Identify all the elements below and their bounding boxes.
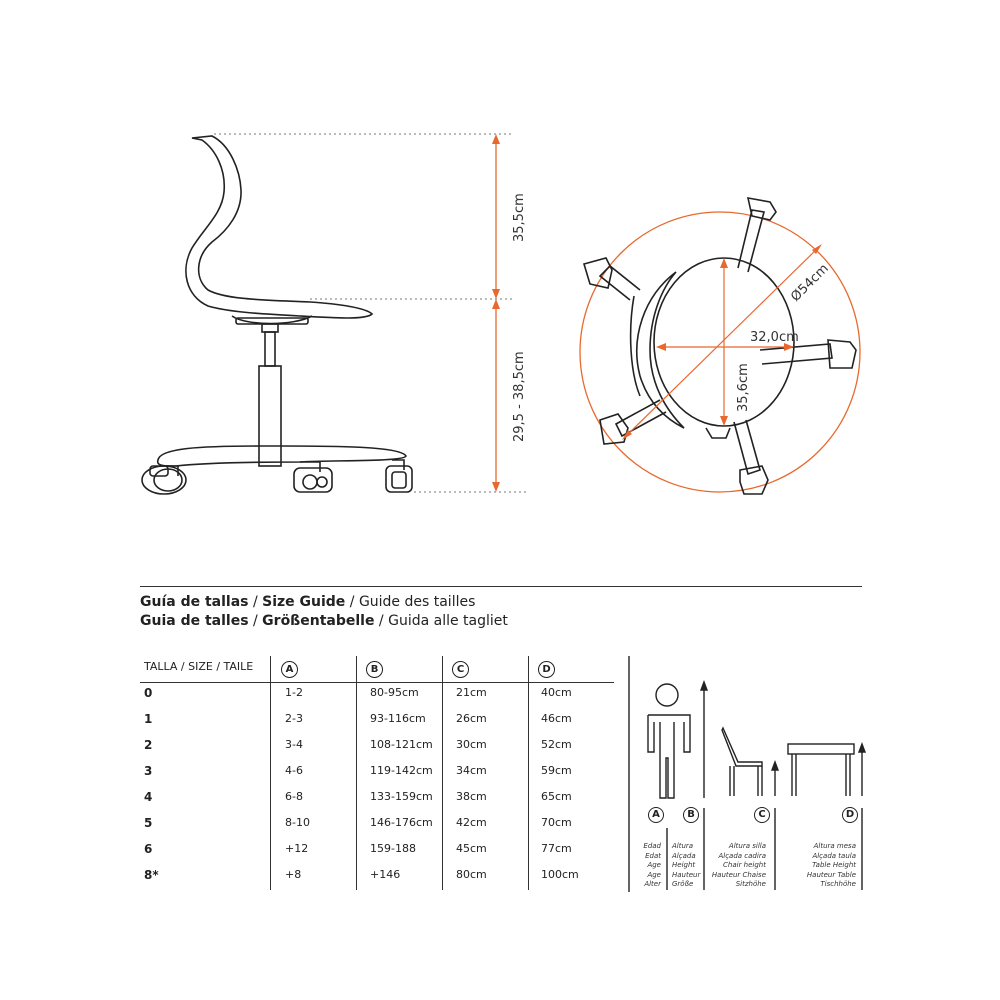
size-cell: 6 <box>144 842 153 856</box>
table-header-rule <box>140 682 614 683</box>
person-icon <box>648 682 707 798</box>
age-cell: 2-3 <box>285 712 303 725</box>
legend-label: Altura mesa <box>813 842 856 850</box>
legend-label: Age <box>647 861 661 869</box>
seat-width-label: 32,0cm <box>750 330 799 345</box>
size-cell: 4 <box>144 790 153 804</box>
age-cell: +12 <box>285 842 309 855</box>
chair-side-view <box>142 136 412 494</box>
legend-label: Alter <box>644 880 661 888</box>
age-cell: +8 <box>285 868 302 881</box>
legend-label: Chair height <box>723 861 766 869</box>
title-segment: / <box>345 594 359 610</box>
seat-height-label: 29,5 - 38,5cm <box>512 351 527 442</box>
age-cell: 4-6 <box>285 764 303 777</box>
legend-label: Age <box>647 870 661 879</box>
size-cell: 3 <box>144 764 153 778</box>
legend-label: Hauteur <box>672 870 701 879</box>
legend-b-labels <box>672 842 700 890</box>
column-divider <box>528 656 529 890</box>
column-divider <box>270 656 271 890</box>
age-cell: 8-10 <box>285 816 310 829</box>
height-cell: 146-176cm <box>370 816 433 829</box>
title-segment: / <box>248 613 263 629</box>
legend-label: Hauteur Table <box>806 870 856 879</box>
title-segment: Guide des tailles <box>358 594 476 610</box>
size-guide-title-line-1 <box>140 594 475 610</box>
chair-height-cell: 30cm <box>456 738 487 751</box>
table-height-cell: 77cm <box>541 842 572 855</box>
base-diameter-circle <box>580 212 860 492</box>
legend-c-labels <box>706 842 766 890</box>
chair-height-cell: 45cm <box>456 842 487 855</box>
size-column-header: TALLA / SIZE / TAILE <box>144 660 254 673</box>
height-cell: 159-188 <box>370 842 416 855</box>
table-height-cell: 70cm <box>541 816 572 829</box>
dimension-arrows <box>492 134 500 492</box>
legend-label: Tischhöhe <box>820 880 856 888</box>
legend-letter-b: B <box>683 807 699 823</box>
height-cell: 80-95cm <box>370 686 419 699</box>
backrest-height-label: 35,5cm <box>512 193 527 242</box>
chair-height-cell: 21cm <box>456 686 487 699</box>
section-divider <box>140 586 862 587</box>
legend-label: Height <box>672 861 696 869</box>
size-cell: 1 <box>144 712 153 726</box>
chair-height-cell: 80cm <box>456 868 487 881</box>
small-chair-icon <box>722 728 778 796</box>
title-segment: / <box>374 613 389 629</box>
age-cell: 6-8 <box>285 790 303 803</box>
table-height-cell: 46cm <box>541 712 572 725</box>
chair-height-cell: 34cm <box>456 764 487 777</box>
legend-label: Altura <box>672 842 694 850</box>
legend-label: Alçada taula <box>812 851 856 860</box>
chair-top-view <box>580 198 860 494</box>
legend-label: Edat <box>645 851 661 860</box>
legend-label: Alçada <box>672 851 696 860</box>
legend-label: Hauteur Chaise <box>711 870 766 879</box>
title-segment: / <box>248 594 263 610</box>
legend-letter-d: D <box>842 807 858 823</box>
table-height-cell: 65cm <box>541 790 572 803</box>
column-c-header: C <box>452 661 469 678</box>
age-cell: 1-2 <box>285 686 303 699</box>
small-table-icon <box>788 744 865 796</box>
height-cell: 93-116cm <box>370 712 426 725</box>
age-cell: 3-4 <box>285 738 303 751</box>
legend-d-labels <box>790 842 856 890</box>
size-cell: 5 <box>144 816 153 830</box>
column-d-header: D <box>538 661 555 678</box>
size-cell: 8* <box>144 868 159 882</box>
size-guide-title-line-2 <box>140 613 508 629</box>
title-segment: Guida alle tagliet <box>388 613 508 629</box>
column-a-header: A <box>281 661 298 678</box>
legend-label: Alçada cadira <box>718 851 766 860</box>
height-cell: 108-121cm <box>370 738 433 751</box>
title-segment: Size Guide <box>262 594 346 610</box>
height-cell: 119-142cm <box>370 764 433 777</box>
legend-letter-a: A <box>648 807 664 823</box>
height-cell: +146 <box>370 868 401 881</box>
title-segment: Guía de tallas <box>140 594 249 610</box>
legend-label: Sitzhöhe <box>735 880 766 888</box>
table-height-cell: 59cm <box>541 764 572 777</box>
legend-label: Edad <box>643 842 661 850</box>
seat-depth-label: 35,6cm <box>736 363 751 412</box>
height-cell: 133-159cm <box>370 790 433 803</box>
legend-label: Altura silla <box>728 842 766 850</box>
table-height-cell: 52cm <box>541 738 572 751</box>
table-height-cell: 100cm <box>541 868 579 881</box>
size-cell: 0 <box>144 686 153 700</box>
title-segment: Größentabelle <box>262 613 375 629</box>
chair-height-cell: 26cm <box>456 712 487 725</box>
chair-height-cell: 38cm <box>456 790 487 803</box>
legend-letter-c: C <box>754 807 770 823</box>
column-b-header: B <box>366 661 383 678</box>
legend-label: Größe <box>672 880 694 888</box>
base-diameter-label: Ø54cm <box>788 261 832 305</box>
column-divider <box>442 656 443 890</box>
column-divider <box>356 656 357 890</box>
legend-label: Table Height <box>812 861 856 869</box>
table-height-cell: 40cm <box>541 686 572 699</box>
legend-a-labels <box>632 842 661 890</box>
title-segment: Guia de talles <box>140 613 249 629</box>
size-cell: 2 <box>144 738 153 752</box>
chair-height-cell: 42cm <box>456 816 487 829</box>
